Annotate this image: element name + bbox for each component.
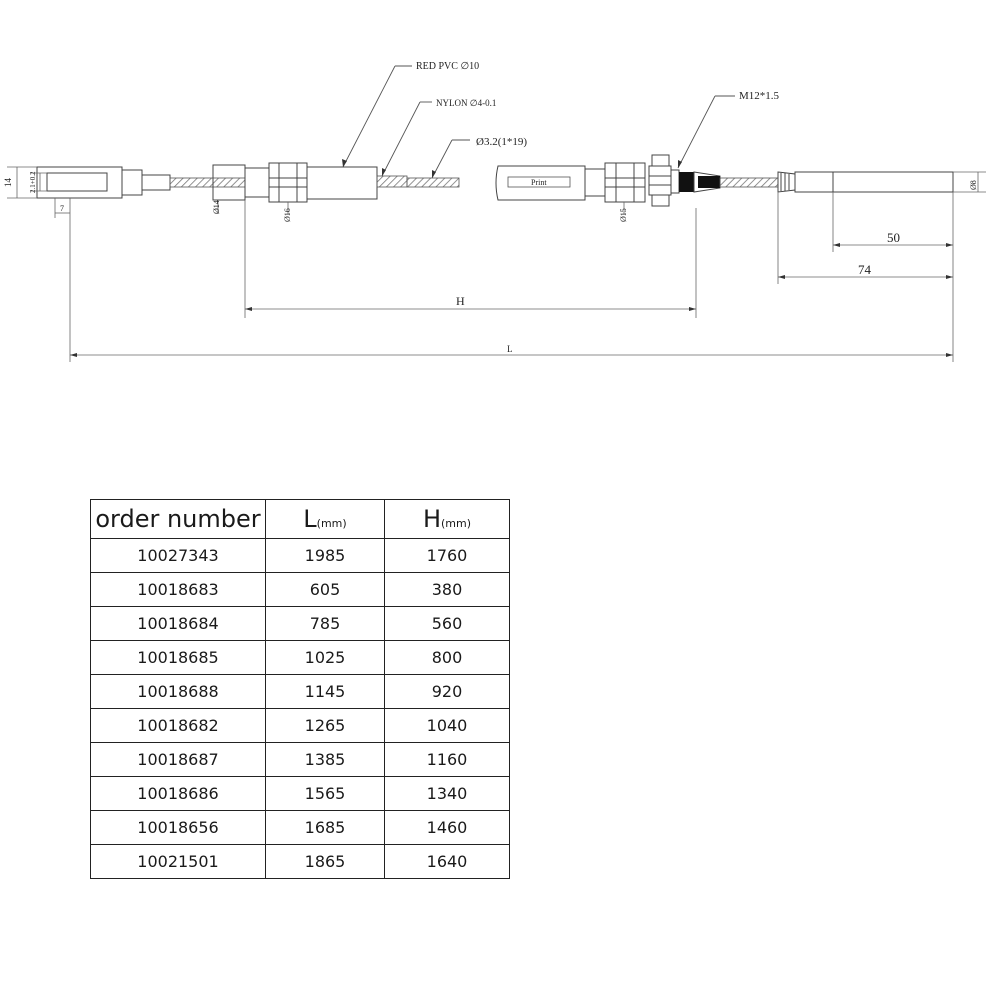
callout-thread: M12*1.5 bbox=[739, 90, 780, 102]
cable-drawing bbox=[0, 0, 1000, 440]
callout-nylon: NYLON ∅4-0.1 bbox=[436, 98, 497, 108]
nylon-segment bbox=[377, 176, 407, 187]
order-table bbox=[90, 499, 510, 879]
dim-dia-14: Ø14 bbox=[212, 200, 221, 214]
cell-order: 10021501 bbox=[91, 845, 266, 879]
left-wire bbox=[170, 178, 245, 187]
dim-50: 50 bbox=[887, 230, 900, 245]
dim-dia-15: Ø15 bbox=[619, 208, 628, 222]
cell-L: 785 bbox=[266, 607, 385, 641]
red-pvc-sleeve bbox=[307, 167, 377, 199]
dim-H: H bbox=[456, 294, 465, 308]
cell-H: 1340 bbox=[385, 777, 510, 811]
table-row bbox=[91, 539, 510, 573]
cell-order: 10018687 bbox=[91, 743, 266, 777]
callout-wire: Ø3.2(1*19) bbox=[476, 136, 528, 148]
right-wire bbox=[720, 178, 778, 187]
table-row bbox=[91, 607, 510, 641]
cell-L: 1685 bbox=[266, 811, 385, 845]
cell-H: 1040 bbox=[385, 709, 510, 743]
cell-L: 1385 bbox=[266, 743, 385, 777]
dim-14-left: 14 bbox=[3, 178, 13, 187]
header-L bbox=[266, 500, 385, 539]
header-H bbox=[385, 500, 510, 539]
table-row bbox=[91, 845, 510, 879]
header-L-unit: (mm) bbox=[316, 517, 347, 530]
cell-H: 1760 bbox=[385, 539, 510, 573]
cell-H: 1460 bbox=[385, 811, 510, 845]
cell-order: 10018686 bbox=[91, 777, 266, 811]
table-row bbox=[91, 573, 510, 607]
cell-order: 10018684 bbox=[91, 607, 266, 641]
cell-H: 1160 bbox=[385, 743, 510, 777]
cell-H: 380 bbox=[385, 573, 510, 607]
cell-H: 800 bbox=[385, 641, 510, 675]
hex-nut bbox=[649, 155, 671, 206]
sensor-probe bbox=[778, 172, 953, 192]
cell-H: 920 bbox=[385, 675, 510, 709]
table-row bbox=[91, 641, 510, 675]
dimension-arrowheads bbox=[70, 243, 953, 357]
cell-order: 10018682 bbox=[91, 709, 266, 743]
cell-L: 1025 bbox=[266, 641, 385, 675]
dim-2-1: 2.1+0.2 bbox=[29, 171, 37, 193]
dim-dia-8: Ø8 bbox=[969, 180, 978, 190]
cell-order: 10018683 bbox=[91, 573, 266, 607]
right-housing bbox=[585, 163, 645, 202]
left-terminal bbox=[37, 167, 170, 198]
cell-L: 605 bbox=[266, 573, 385, 607]
cell-L: 1985 bbox=[266, 539, 385, 573]
table-row bbox=[91, 709, 510, 743]
cell-L: 1565 bbox=[266, 777, 385, 811]
table-row bbox=[91, 777, 510, 811]
dim-L: L bbox=[507, 344, 513, 354]
table-row bbox=[91, 811, 510, 845]
header-H-unit: (mm) bbox=[441, 517, 472, 530]
dimension-lines bbox=[7, 167, 986, 362]
dim-7: 7 bbox=[60, 204, 64, 213]
header-L-label: L bbox=[303, 505, 317, 533]
table-header-row bbox=[91, 500, 510, 539]
table-row bbox=[91, 675, 510, 709]
cell-order: 10018685 bbox=[91, 641, 266, 675]
cell-L: 1145 bbox=[266, 675, 385, 709]
cell-H: 560 bbox=[385, 607, 510, 641]
cell-order: 10018688 bbox=[91, 675, 266, 709]
cell-H: 1640 bbox=[385, 845, 510, 879]
cell-L: 1265 bbox=[266, 709, 385, 743]
dim-74: 74 bbox=[858, 262, 871, 277]
center-wire bbox=[407, 178, 459, 187]
cell-order: 10027343 bbox=[91, 539, 266, 573]
cell-L: 1865 bbox=[266, 845, 385, 879]
dim-dia-16: Ø16 bbox=[283, 208, 292, 222]
thread-section bbox=[671, 170, 720, 193]
cell-order: 10018656 bbox=[91, 811, 266, 845]
table-row bbox=[91, 743, 510, 777]
header-H-label: H bbox=[422, 505, 442, 533]
header-order-number: order number bbox=[91, 500, 266, 539]
callout-leaders bbox=[343, 66, 735, 178]
print-label: Print bbox=[531, 178, 547, 187]
callout-red-pvc: RED PVC ∅10 bbox=[416, 61, 480, 72]
